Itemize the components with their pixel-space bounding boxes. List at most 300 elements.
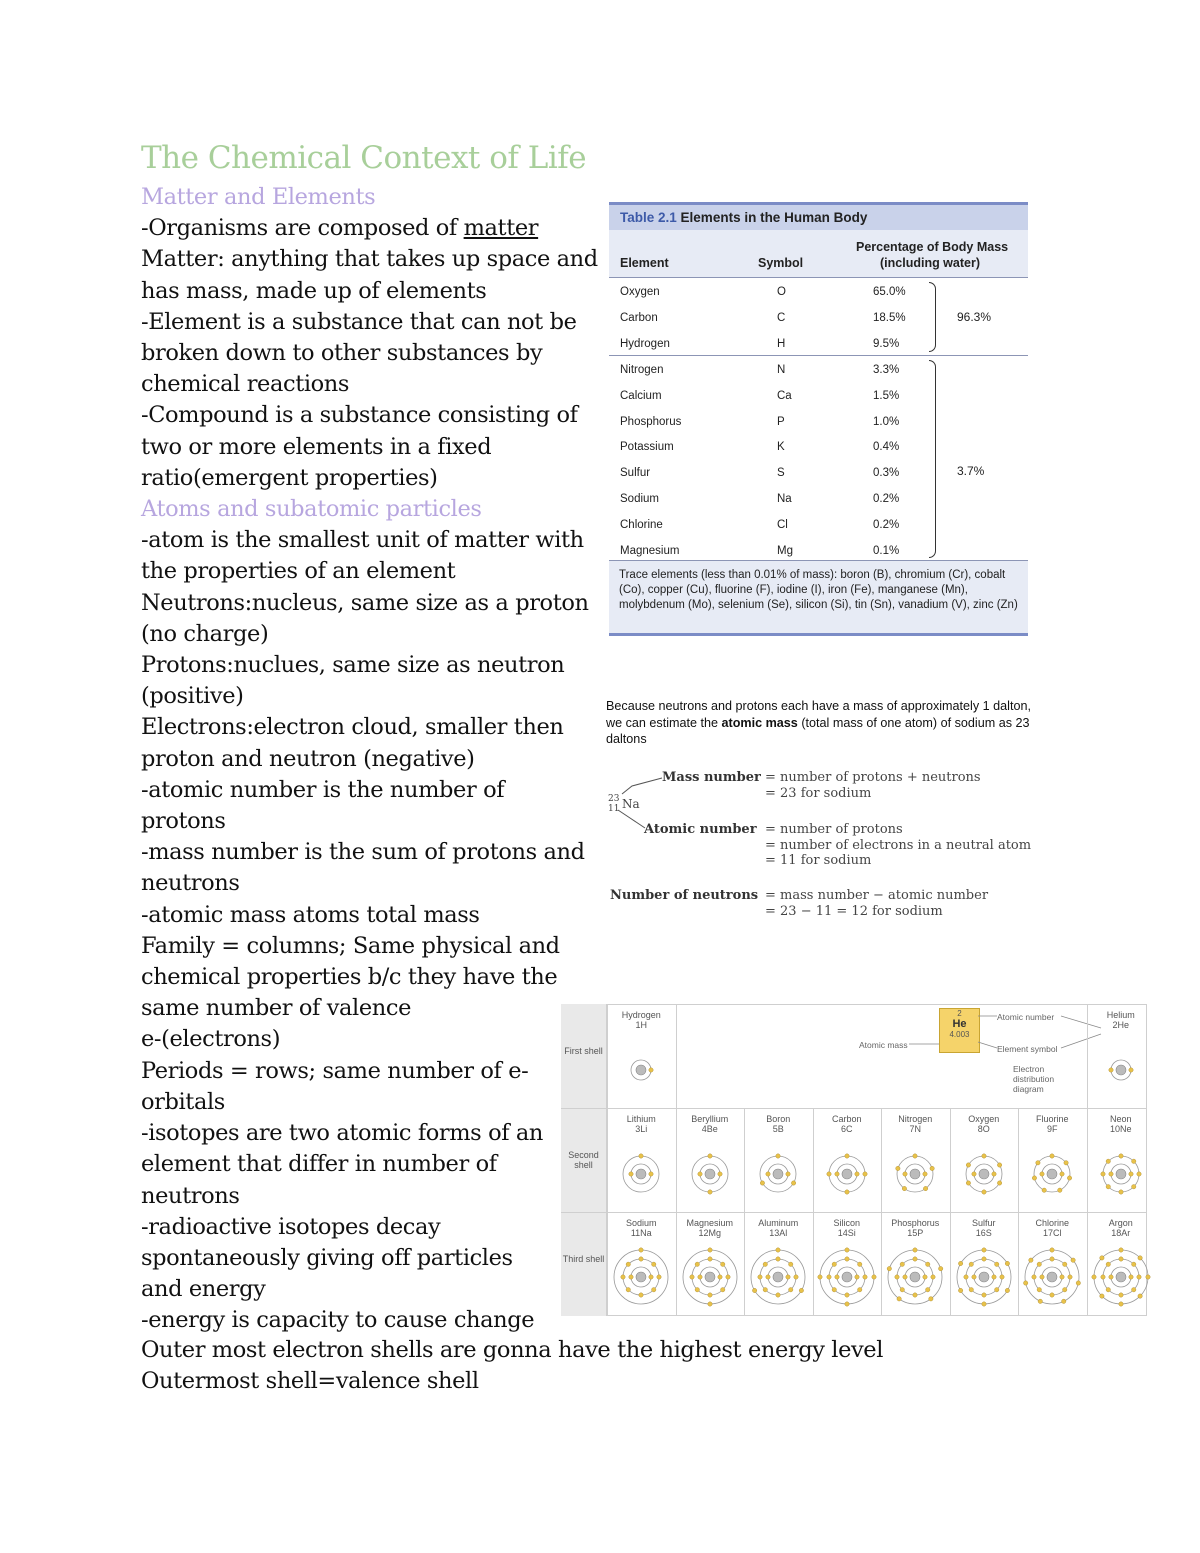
intro-bold: atomic mass <box>721 715 798 730</box>
electron <box>913 1293 917 1297</box>
cell-element: Sodium <box>620 493 659 505</box>
electron <box>639 1293 643 1297</box>
nucleus <box>773 1169 783 1179</box>
electron <box>639 1154 643 1158</box>
nucleus <box>1116 1169 1126 1179</box>
electron <box>1029 1258 1033 1262</box>
note-line <box>141 1118 591 1149</box>
cell-percent: 0.1% <box>873 544 900 557</box>
electron <box>718 1172 722 1176</box>
element-cell-chlorine <box>1018 1218 1086 1238</box>
note-text: -Element is a substance that can not be <box>141 308 577 335</box>
element-symbol: 1H <box>635 1020 647 1030</box>
nucleus <box>705 1272 715 1282</box>
electron-diagram-sulfur <box>952 1245 1016 1309</box>
element-cell-argon <box>1087 1218 1155 1238</box>
electron <box>887 1266 891 1270</box>
note-text: (no charge) <box>141 620 269 647</box>
electron <box>695 1262 699 1266</box>
electron <box>1106 1159 1110 1163</box>
electron <box>997 1181 1001 1185</box>
electron <box>1129 1172 1133 1176</box>
mass-number-figure <box>600 760 1040 930</box>
element-cell-magnesium <box>676 1218 744 1238</box>
element-cell-aluminum <box>744 1218 812 1238</box>
element-symbol: 18Ar <box>1111 1228 1131 1238</box>
electron <box>1099 1294 1103 1298</box>
electron <box>1076 1281 1080 1285</box>
electron <box>1038 1299 1042 1303</box>
note-text: the properties of an element <box>141 558 456 585</box>
electron <box>972 1172 976 1176</box>
element-symbol: 3Li <box>635 1124 648 1134</box>
electron-diagram-fluorine <box>1020 1142 1084 1206</box>
note-text: chemical properties b/c they have the <box>141 964 558 991</box>
neutrons-eq1: = mass number − atomic number <box>765 888 989 903</box>
cell-element: Chlorine <box>620 518 663 531</box>
electron <box>982 1257 986 1261</box>
electron <box>897 1297 901 1301</box>
electron-diagram-neon <box>1089 1142 1153 1206</box>
row-divider <box>561 1108 1147 1109</box>
electron <box>958 1261 962 1265</box>
element-name: Beryllium <box>691 1114 729 1124</box>
element-name: Boron <box>766 1114 791 1124</box>
electron <box>827 1275 831 1279</box>
electron <box>1024 1281 1028 1285</box>
shell-label-second: Second shell <box>561 1108 607 1212</box>
electron <box>776 1154 780 1158</box>
table-row <box>609 358 1028 383</box>
electron <box>726 1275 730 1279</box>
electron <box>708 1257 712 1261</box>
electron <box>1106 1262 1110 1266</box>
electron <box>857 1262 861 1266</box>
electron <box>832 1262 836 1266</box>
element-symbol: 14Si <box>837 1228 856 1238</box>
note-line: Outer most electron shells are gonna have the highest energy level <box>141 1337 884 1363</box>
note-text: (positive) <box>141 683 244 710</box>
electron <box>626 1262 630 1266</box>
electron <box>931 1275 935 1279</box>
column-divider <box>607 1004 608 1316</box>
note-text: Periods = rows; same number of e- <box>141 1057 529 1084</box>
electron <box>845 1302 849 1306</box>
electron <box>835 1275 839 1279</box>
element-cell-neon <box>1087 1114 1155 1134</box>
electron <box>786 1275 790 1279</box>
electron <box>794 1275 798 1279</box>
note-text: ratio(emergent properties) <box>141 464 438 491</box>
cell-element: Oxygen <box>620 286 660 298</box>
element-name: Lithium <box>626 1114 656 1124</box>
element-name: Aluminum <box>758 1218 799 1228</box>
table-row <box>609 280 1028 305</box>
electron-diagram-hydrogen <box>609 1038 673 1102</box>
electron <box>832 1288 836 1292</box>
note-line <box>141 432 591 463</box>
electron <box>1042 1188 1046 1192</box>
electron <box>1000 1275 1004 1279</box>
element-name: Argon <box>1108 1218 1133 1228</box>
element-name: Helium <box>1106 1010 1135 1020</box>
electron <box>913 1257 917 1261</box>
electron <box>1119 1190 1123 1194</box>
key-element-symbol-label: Element symbol <box>997 1044 1058 1054</box>
electron <box>1109 1068 1113 1072</box>
table-header <box>609 230 1028 278</box>
cell-percent: 65.0% <box>873 286 906 298</box>
column-divider <box>744 1108 745 1316</box>
section-heading <box>141 494 591 525</box>
element-symbol: 9F <box>1046 1124 1058 1134</box>
element-name: Magnesium <box>686 1218 734 1228</box>
electron <box>621 1275 625 1279</box>
element-cell-boron <box>744 1114 812 1134</box>
note-line <box>141 962 591 993</box>
note-line <box>141 744 591 775</box>
nucleus <box>636 1169 646 1179</box>
electron <box>972 1275 976 1279</box>
nucleus <box>842 1272 852 1282</box>
electron <box>629 1172 633 1176</box>
element-symbol: 6C <box>840 1124 853 1134</box>
electron <box>708 1248 712 1252</box>
nucleus <box>910 1169 920 1179</box>
cell-percent: 1.0% <box>873 415 900 428</box>
electron <box>649 1172 653 1176</box>
electron-diagram-oxygen <box>952 1142 1016 1206</box>
electron <box>766 1275 770 1279</box>
electron <box>698 1275 702 1279</box>
atomic-number-label: Atomic number <box>644 822 757 837</box>
electron <box>1101 1172 1105 1176</box>
underlined-term: matter <box>463 215 539 242</box>
note-line <box>141 463 591 494</box>
note-text: Protons:nuclues, same size as neutron <box>141 652 565 679</box>
note-line <box>141 244 598 275</box>
electron <box>969 1288 973 1292</box>
element-symbol: 11Na <box>630 1228 652 1238</box>
electron <box>1106 1288 1110 1292</box>
electron <box>1131 1288 1135 1292</box>
note-line <box>141 1056 591 1087</box>
electron <box>1050 1293 1054 1297</box>
note-text: Matter: anything that takes up space and <box>141 246 598 273</box>
electron <box>835 1172 839 1176</box>
column-divider <box>813 1108 814 1316</box>
column-divider <box>950 1108 951 1316</box>
electron <box>1129 1275 1133 1279</box>
element-symbol: 4Be <box>701 1124 718 1134</box>
electron <box>639 1257 643 1261</box>
electron-diagram-silicon <box>815 1245 879 1309</box>
electron <box>903 1172 907 1176</box>
note-text: Family = columns; Same physical and <box>141 932 560 959</box>
note-text: -Compound is a substance consisting of <box>141 402 578 429</box>
electron-diagram-phosphorus <box>883 1245 947 1309</box>
note-line <box>141 369 591 400</box>
cell-symbol: Cl <box>777 518 788 531</box>
electron <box>1040 1275 1044 1279</box>
nucleus <box>636 1065 646 1075</box>
electron <box>923 1275 927 1279</box>
electron <box>720 1288 724 1292</box>
electron <box>994 1262 998 1266</box>
note-line <box>141 931 591 962</box>
note-text: -mass number is the sum of protons and <box>141 839 585 866</box>
col-symbol: Symbol <box>758 256 804 270</box>
note-text: has mass, made up of elements <box>141 277 487 304</box>
element-name: Phosphorus <box>891 1218 940 1228</box>
table-row <box>609 435 1028 460</box>
electron <box>1068 1275 1072 1279</box>
note-line: Outermost shell=valence shell <box>141 1368 479 1394</box>
electron <box>863 1275 867 1279</box>
element-cell-oxygen <box>950 1114 1018 1134</box>
atomic-number-eq2: = number of electrons in a neutral atom <box>765 838 1032 853</box>
cell-percent: 0.3% <box>873 467 900 480</box>
note-line <box>141 1024 591 1055</box>
element-cell-phosphorus <box>881 1218 949 1238</box>
electron <box>966 1163 970 1167</box>
electron <box>994 1288 998 1292</box>
electron <box>1137 1172 1141 1176</box>
electron <box>827 1172 831 1176</box>
electron <box>1119 1248 1123 1252</box>
electron <box>982 1293 986 1297</box>
electron <box>845 1190 849 1194</box>
col-element: Element <box>620 256 669 270</box>
note-text: -Organisms are composed of <box>141 215 464 242</box>
electron <box>657 1275 661 1279</box>
intro-text-end: (total mass of one atom) of sodium as 23 daltons <box>606 715 1030 746</box>
electron <box>1058 1188 1062 1192</box>
electron <box>1050 1154 1054 1158</box>
cell-element: Calcium <box>620 389 662 402</box>
electron <box>1064 1161 1068 1165</box>
row-divider <box>561 1212 1147 1213</box>
electron <box>1036 1161 1040 1165</box>
note-text: e-(electrons) <box>141 1026 281 1053</box>
table-row <box>609 410 1028 435</box>
electron <box>799 1288 803 1292</box>
column-divider <box>676 1004 677 1108</box>
electron <box>969 1262 973 1266</box>
cell-percent: 18.5% <box>873 311 906 324</box>
note-text: Atoms and subatomic particles <box>141 496 482 523</box>
note-line <box>141 712 591 743</box>
table-row <box>609 487 1028 512</box>
element-symbol: 8O <box>977 1124 990 1134</box>
key-atomic-number-label: Atomic number <box>997 1012 1055 1022</box>
electron <box>845 1154 849 1158</box>
shell-label-first: First shell <box>561 1004 607 1108</box>
note-text: -atom is the smallest unit of matter with <box>141 527 584 554</box>
note-line <box>141 1181 591 1212</box>
element-cell-lithium <box>607 1114 675 1134</box>
element-cell-beryllium <box>676 1114 744 1134</box>
element-cell-silicon <box>813 1218 881 1238</box>
electron <box>964 1275 968 1279</box>
electron <box>1037 1262 1041 1266</box>
note-line <box>141 307 591 338</box>
element-symbol: 2He <box>1112 1020 1129 1030</box>
electron <box>652 1288 656 1292</box>
cell-symbol: C <box>777 311 786 324</box>
electron <box>720 1262 724 1266</box>
element-name: Nitrogen <box>898 1114 933 1124</box>
element-name: Fluorine <box>1035 1114 1069 1124</box>
electron <box>863 1172 867 1176</box>
note-line <box>141 806 591 837</box>
cell-symbol: Na <box>777 493 792 505</box>
electron <box>896 1166 900 1170</box>
cell-symbol: O <box>777 286 786 298</box>
notes-body <box>141 182 598 1337</box>
mass-number-eq2: = 23 for sodium <box>765 786 872 801</box>
electron <box>982 1302 986 1306</box>
electron <box>966 1181 970 1185</box>
group2-total: 3.7% <box>957 464 985 478</box>
element-name: Sulfur <box>971 1218 996 1228</box>
table-caption-number: Table 2.1 <box>620 210 677 225</box>
note-line <box>141 213 591 244</box>
key-symbol: He <box>952 1018 967 1030</box>
note-text: -atomic mass atoms total mass <box>141 901 480 928</box>
note-line <box>141 1274 591 1305</box>
key-atomic-mass: 4.003 <box>949 1030 970 1039</box>
note-text: neutrons <box>141 870 240 897</box>
electron <box>1106 1185 1110 1189</box>
key-diagram-label: Electron distribution diagram <box>1013 1064 1055 1094</box>
electron <box>1040 1172 1044 1176</box>
electron <box>1119 1293 1123 1297</box>
cell-element: Nitrogen <box>620 364 664 376</box>
nucleus <box>636 1272 646 1282</box>
cell-percent: 3.3% <box>873 364 900 376</box>
element-cell-hydrogen <box>607 1010 675 1030</box>
atomic-mass-intro <box>606 698 1036 748</box>
electron <box>1138 1294 1142 1298</box>
note-line <box>141 681 591 712</box>
electron <box>900 1288 904 1292</box>
electron <box>845 1293 849 1297</box>
electron <box>982 1190 986 1194</box>
atomic-number-eq1: = number of protons <box>765 822 903 837</box>
electron <box>708 1154 712 1158</box>
electron <box>997 1163 1001 1167</box>
electron <box>1050 1248 1054 1252</box>
electron <box>926 1262 930 1266</box>
electron <box>1033 1176 1037 1180</box>
element-symbol: 7N <box>909 1124 921 1134</box>
electron <box>1032 1275 1036 1279</box>
electron-diagram-nitrogen <box>883 1142 947 1206</box>
electron <box>1037 1288 1041 1292</box>
electron <box>855 1172 859 1176</box>
note-text: neutrons <box>141 1182 240 1209</box>
note-text: Electrons:electron cloud, smaller then <box>141 714 564 741</box>
element-symbol: 13Al <box>769 1228 788 1238</box>
electron <box>1101 1275 1105 1279</box>
table-row <box>609 332 1028 357</box>
electron <box>929 1297 933 1301</box>
elements-table <box>609 202 1028 636</box>
neutrons-label: Number of neutrons <box>610 888 759 903</box>
electron <box>992 1275 996 1279</box>
electron <box>1060 1275 1064 1279</box>
electron-diagram-lithium <box>609 1142 673 1206</box>
electron-diagram-magnesium <box>678 1245 742 1309</box>
electron <box>1131 1262 1135 1266</box>
electron <box>766 1172 770 1176</box>
note-line <box>141 1149 591 1180</box>
electron <box>1109 1275 1113 1279</box>
electron <box>776 1248 780 1252</box>
electron <box>708 1190 712 1194</box>
electron <box>786 1172 790 1176</box>
group1-total: 96.3% <box>957 310 992 324</box>
note-text: spontaneously giving off particles <box>141 1244 513 1271</box>
electron-diagram-argon <box>1089 1245 1153 1309</box>
column-divider <box>676 1108 677 1316</box>
electron <box>1119 1154 1123 1158</box>
electron <box>758 1275 762 1279</box>
electron <box>872 1275 876 1279</box>
section-heading <box>141 182 591 213</box>
electron <box>629 1275 633 1279</box>
element-name: Neon <box>1109 1114 1132 1124</box>
note-line <box>141 276 591 307</box>
cell-element: Potassium <box>620 441 674 454</box>
column-divider <box>1087 1108 1088 1316</box>
note-line <box>141 837 591 868</box>
electron <box>695 1288 699 1292</box>
notation-symbol: Na <box>622 797 640 811</box>
column-divider <box>1018 1108 1019 1316</box>
note-line <box>141 993 591 1024</box>
nucleus <box>842 1169 852 1179</box>
note-line <box>141 1243 591 1274</box>
table-row <box>609 461 1028 486</box>
electron <box>939 1266 943 1270</box>
nucleus <box>705 1169 715 1179</box>
nucleus <box>1047 1169 1057 1179</box>
element-symbol: 5B <box>772 1124 784 1134</box>
electron <box>1146 1275 1150 1279</box>
electron <box>652 1262 656 1266</box>
note-text: -energy is capacity to cause change <box>141 1307 535 1334</box>
note-text: protons <box>141 808 226 835</box>
cell-symbol: P <box>777 415 785 428</box>
element-name: Silicon <box>833 1218 860 1228</box>
electron <box>1131 1185 1135 1189</box>
cell-percent: 0.2% <box>873 493 900 505</box>
table-caption-text: Elements in the Human Body <box>680 210 868 225</box>
note-line <box>141 868 591 899</box>
electron <box>982 1248 986 1252</box>
note-line <box>141 400 591 431</box>
electron <box>789 1262 793 1266</box>
nucleus <box>1116 1065 1126 1075</box>
element-symbol: 15P <box>907 1228 924 1238</box>
element-cell-carbon <box>813 1114 881 1134</box>
note-text: -isotopes are two atomic forms of an <box>141 1120 544 1147</box>
note-text: chemical reactions <box>141 371 350 398</box>
element-name: Oxygen <box>968 1114 1000 1124</box>
electron <box>924 1186 928 1190</box>
